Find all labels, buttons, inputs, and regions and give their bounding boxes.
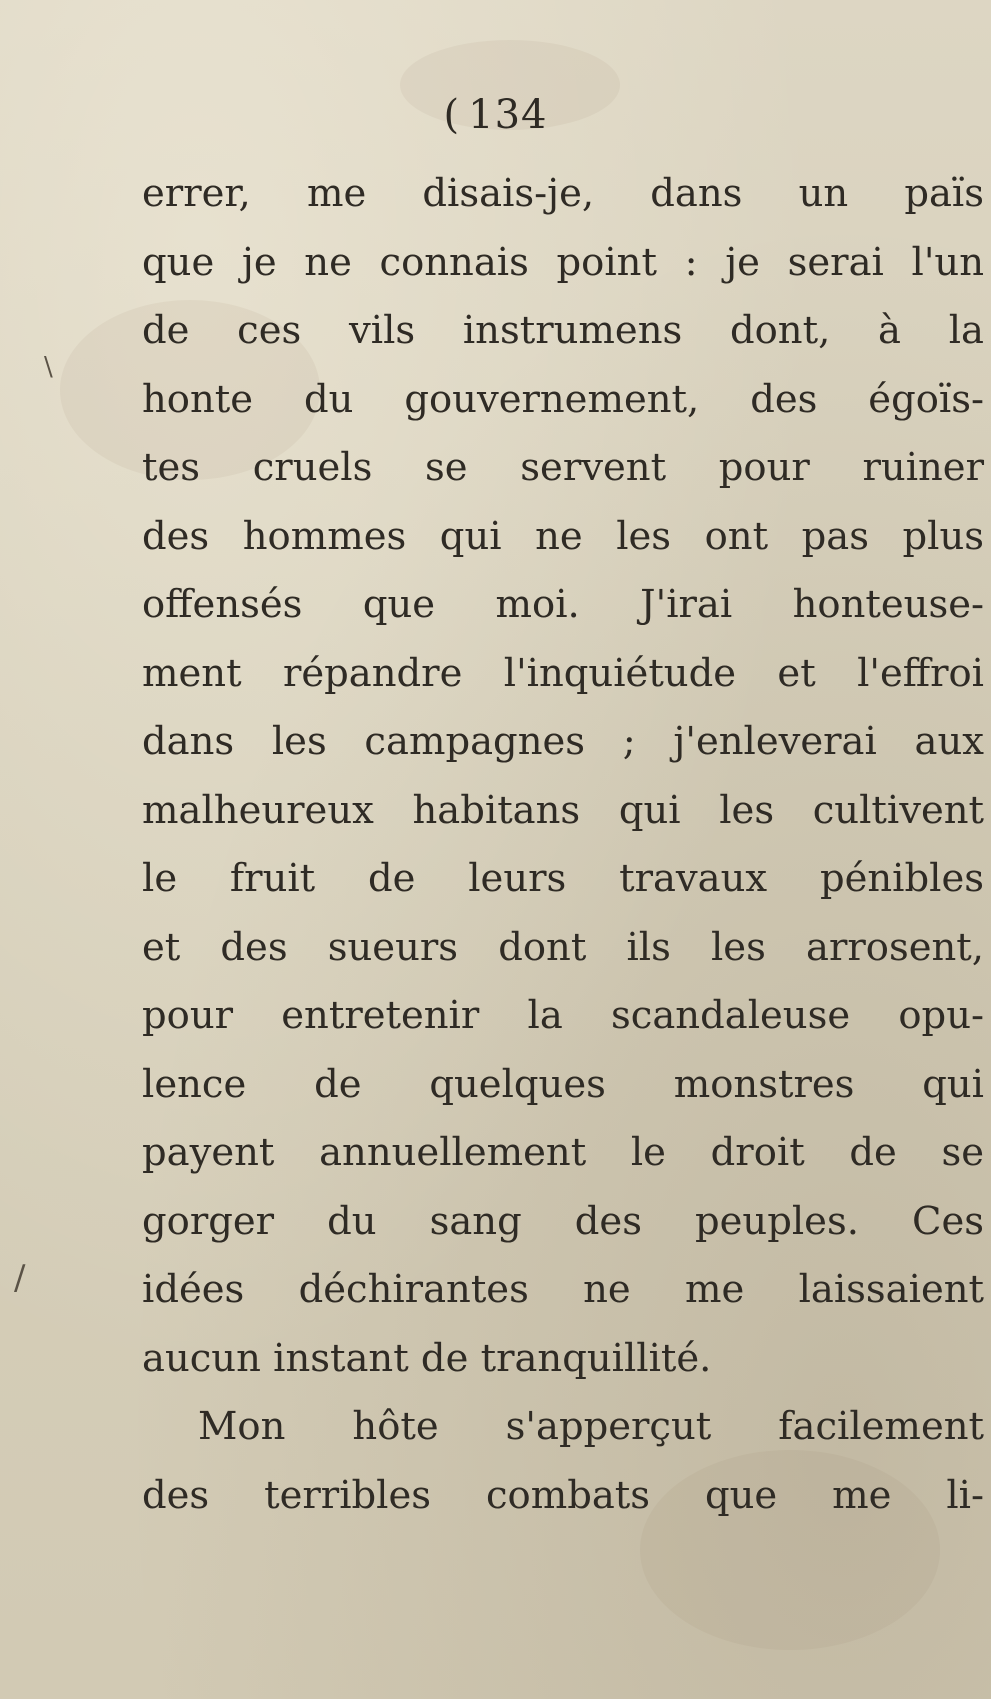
page-number-paren: (	[443, 92, 461, 138]
text-line: des terribles combats que me li-	[142, 1472, 984, 1518]
margin-mark-icon: \	[44, 352, 53, 382]
text-line: errer, me disais-je, dans un païs	[142, 171, 984, 216]
text-line: de ces vils instrumens dont, à la	[142, 308, 984, 353]
text-line: tes cruels se servent pour ruiner	[142, 445, 984, 490]
text-line: pour entretenir la scandaleuse opu-	[142, 993, 984, 1038]
text-line: ment répandre l'inquiétude et l'effroi	[142, 650, 984, 696]
page-number-value: 134	[468, 92, 548, 138]
text-line: gorger du sang des peuples. Ces	[142, 1198, 984, 1244]
margin-mark-icon: /	[14, 1258, 26, 1298]
text-line: dans les campagnes ; j'enleverai aux	[142, 719, 984, 764]
paragraph-start-line: Mon hôte s'apperçut facilement	[198, 1404, 984, 1449]
text-line: idées déchirantes ne me laissaient	[142, 1267, 984, 1312]
text-line: et des sueurs dont ils les arrosent,	[142, 924, 984, 970]
text-line: que je ne connais point : je serai l'un	[142, 239, 984, 285]
text-line: payent annuellement le droit de se	[142, 1130, 984, 1175]
text-line: malheureux habitans qui les cultivent	[142, 787, 984, 833]
page-number	[0, 92, 991, 138]
body-text	[142, 160, 984, 1530]
text-line: le fruit de leurs travaux pénibles	[142, 856, 984, 901]
text-line: offensés que moi. J'irai honteuse-	[142, 582, 984, 627]
text-line: aucun instant de tranquillité.	[142, 1335, 712, 1381]
text-line: des hommes qui ne les ont pas plus	[142, 513, 984, 559]
text-line: lence de quelques monstres qui	[142, 1061, 984, 1107]
text-line: honte du gouvernement, des égoïs-	[142, 376, 984, 422]
